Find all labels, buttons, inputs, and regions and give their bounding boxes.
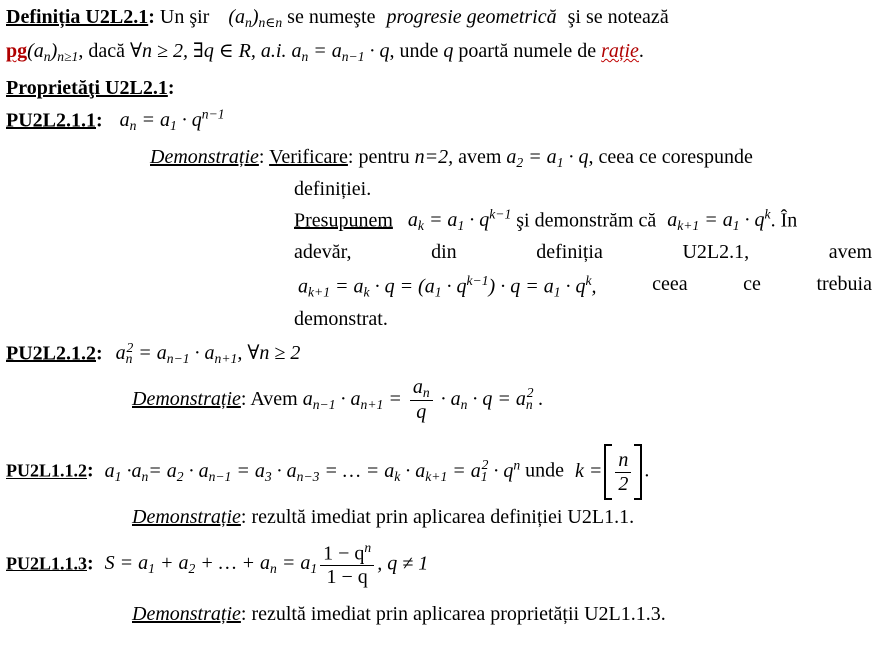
pu4-statement: PU2L1.1.3: $S = a_1 + a_2$ + … + $a_n = a_1$ $\frac{1 - q^n}{1 - q}$ , q ≠ 1 xyxy=(6,540,429,589)
pu4-label: PU2L1.1.3 xyxy=(6,553,87,574)
pu3-demo-label: Demonstrație xyxy=(132,506,241,528)
ratie-term: rație xyxy=(601,40,639,62)
pu2-label: PU2L2.1.2 xyxy=(6,342,96,365)
pu3-label: PU2L1.1.2 xyxy=(6,460,87,481)
pu1-statement: PU2L2.1.1: $a_n = a_1 \cdot q^{n-1}$ xyxy=(6,107,225,134)
definition-line-1: Definiția U2L2.1: Un şir $(a_n)_{n\in n}$ se numeşte progresie geometrică şi se notează xyxy=(6,6,669,30)
pu1-demo-line-3: Presupunem $a_k = a_1 \cdot q^{k-1}$ şi demonstrăm că $a_{k+1} = a_1 \cdot q^k$. În xyxy=(294,207,798,234)
pu3-demo: Demonstrație: rezultă imediat prin aplicarea definiției U2L1.1. xyxy=(132,506,635,528)
pu1-demo-line-5: $a_{k+1} = a_k \cdot q = (a_1 \cdot q^{k-1}) \cdot q = a_1 \cdot q^k$, ceea ce trebuia xyxy=(298,273,872,300)
definition-line-2: $pg(a_n)_{n\ge 1}$, dacă ∀n ≥ 2, ∃q ∈ R, a.i. $a_n = a_{n-1} \cdot q$, unde q poartă numele de rație. xyxy=(6,40,644,64)
pu1-demo-line-4: adevăr, din definiția U2L2.1, avem xyxy=(294,241,872,263)
definition-title: Definiția U2L2.1 xyxy=(6,6,149,28)
term-progresie: progresie geometrică xyxy=(386,6,557,28)
pu1-label: PU2L2.1.1 xyxy=(6,109,96,132)
properties-heading: Proprietăţi U2L2.1: xyxy=(6,77,175,99)
definition-condition: ∀n ≥ 2, ∃q ∈ R, a.i. xyxy=(129,40,287,62)
pu2-demo: Demonstrație: Avem $a_{n-1} \cdot a_{n+1}$ = $\frac{a_n}{q}$ · $a_n \cdot q = a_n^2$ . xyxy=(132,376,544,424)
pu2-demo-label: Demonstrație xyxy=(132,387,241,410)
pg-abbrev: pg xyxy=(6,40,28,62)
pu1-demo-line-2: definiției. xyxy=(294,178,372,200)
pu3-statement: PU2L1.1.2: $a_1 \cdot a_n= a_2 \cdot a_{n-1} = a_3 \cdot a_{n-3}$ = … = $a_k \cdot a_{k+1} = a_1^2 \cdot q^n$ unde k = $\frac{n}{2}$ . xyxy=(6,444,649,500)
pu4-demo: Demonstrație: rezultă imediat prin aplicarea proprietății U2L1.1.3. xyxy=(132,603,666,625)
pu4-demo-label: Demonstrație xyxy=(132,603,241,625)
pu1-demo-line-6: demonstrat. xyxy=(294,308,388,330)
pu1-demo-line-1: Demonstrație: Verificare: pentru n=2, avem $a_2 = a_1 \cdot q$, ceea ce corespunde xyxy=(150,146,753,170)
pu1-demo-label: Demonstrație xyxy=(150,146,259,168)
pu2-statement: PU2L2.1.2: $a_n^2 = a_{n-1} \cdot a_{n+1}$, ∀n ≥ 2 xyxy=(6,340,301,367)
